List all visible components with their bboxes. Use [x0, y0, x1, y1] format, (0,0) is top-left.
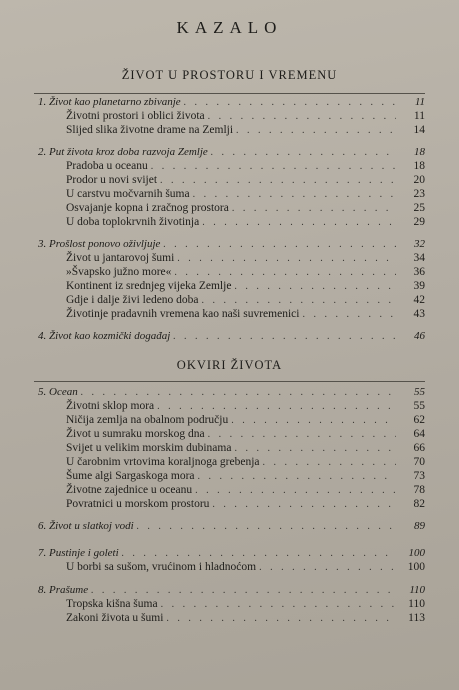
dot-leader — [208, 111, 396, 122]
dot-leader — [302, 309, 396, 320]
dot-leader — [202, 295, 396, 306]
page-number: 70 — [413, 456, 425, 468]
page-number: 20 — [413, 174, 425, 186]
page-number: 36 — [413, 266, 425, 278]
section-row — [38, 146, 425, 160]
dot-leader — [208, 429, 396, 440]
page-number: 14 — [413, 124, 425, 136]
divider-rule — [34, 93, 425, 94]
dot-leader — [166, 613, 396, 624]
entry-row-label: Životne zajednice u oceanu — [66, 484, 193, 496]
dot-leader — [151, 161, 396, 172]
entry-row — [66, 470, 425, 484]
page-number: 55 — [413, 400, 425, 412]
entry-row-label: Gdje i dalje živi ledeno doba — [66, 294, 199, 306]
entry-row-label: Život u jantarovoj šumi — [66, 252, 175, 264]
dot-leader — [160, 175, 396, 186]
page-number: 100 — [407, 561, 425, 573]
entry-row-label: Povratnici u morskom prostoru — [66, 498, 210, 510]
entry-row — [66, 498, 425, 512]
entry-row — [66, 266, 425, 280]
section-row-label: 7. Pustinje i goleti — [38, 547, 119, 559]
section-row — [38, 386, 425, 400]
dot-leader — [81, 387, 396, 398]
dot-leader — [259, 562, 396, 573]
dot-leader — [91, 585, 396, 596]
entry-row-label: Tropska kišna šuma — [66, 598, 158, 610]
entry-row-label: Slijed slika životne drame na Zemlji — [66, 124, 234, 136]
entry-row-label: Svijet u velikim morskim dubinama — [66, 442, 232, 454]
dot-leader — [195, 485, 396, 496]
section-row-label: 3. Prošlost ponovo oživljuje — [38, 238, 161, 250]
page-number: 89 — [414, 520, 425, 532]
page-number: 64 — [413, 428, 425, 440]
dot-leader — [234, 443, 396, 454]
dot-leader — [122, 548, 396, 559]
part-heading: OKVIRI ŽIVOTA — [176, 358, 283, 372]
entry-row — [66, 174, 425, 188]
entry-row — [66, 598, 425, 612]
dot-leader — [211, 147, 396, 158]
entry-row-label: Životni sklop mora — [66, 400, 155, 412]
dot-leader — [173, 331, 396, 342]
page-number: 110 — [409, 584, 425, 596]
dot-leader — [212, 499, 396, 510]
section-row — [38, 238, 425, 252]
section-row — [38, 547, 425, 561]
page-number: 29 — [413, 216, 425, 228]
dot-leader — [198, 471, 397, 482]
page-number: 39 — [413, 280, 425, 292]
page-title: KAZALO — [176, 18, 283, 37]
dot-leader — [193, 189, 396, 200]
entry-row — [66, 110, 425, 124]
page-number: 18 — [413, 160, 425, 172]
entry-row — [66, 280, 425, 294]
dot-leader — [157, 401, 396, 412]
page-number: 43 — [413, 308, 425, 320]
entry-row — [66, 252, 425, 266]
entry-row-label: U čarobnim vrtovima koraljnoga grebenja — [66, 456, 260, 468]
section-row-label: 6. Život u slatkoj vodi — [38, 520, 134, 532]
entry-row-label: Pradoba u oceanu — [66, 160, 148, 172]
section-row-label: 8. Prašume — [38, 584, 89, 596]
page-number: 11 — [413, 110, 425, 122]
section-row — [38, 330, 425, 344]
page-number: 66 — [413, 442, 425, 454]
entry-row-label: Prodor u novi svijet — [66, 174, 158, 186]
entry-row — [66, 484, 425, 498]
page-number: 42 — [413, 294, 425, 306]
dot-leader — [236, 125, 396, 136]
page-number: 82 — [413, 498, 425, 510]
section-row — [38, 584, 425, 598]
divider-rule — [34, 381, 425, 382]
dot-leader — [202, 217, 396, 228]
entry-row — [66, 124, 425, 138]
entry-row — [66, 294, 425, 308]
entry-row-label: U borbi sa sušom, vrućinom i hladnoćom — [66, 561, 257, 573]
page-number: 55 — [414, 386, 425, 398]
entry-row — [66, 216, 425, 230]
page-number: 11 — [414, 96, 425, 108]
dot-leader — [231, 415, 396, 426]
part-heading: ŽIVOT U PROSTORU I VREMENU — [121, 68, 338, 82]
section-row-label: 1. Život kao planetarno zbivanje — [38, 96, 181, 108]
page-number: 25 — [413, 202, 425, 214]
page-number: 18 — [414, 146, 425, 158]
entry-row — [66, 400, 425, 414]
entry-row-label: Zakoni života u šumi — [66, 612, 164, 624]
entry-row-label: Osvajanje kopna i zračnog prostora — [66, 202, 229, 214]
dot-leader — [232, 203, 396, 214]
page-number: 73 — [413, 470, 425, 482]
page-number: 62 — [413, 414, 425, 426]
dot-leader — [137, 521, 396, 532]
page-number: 34 — [413, 252, 425, 264]
entry-row — [66, 188, 425, 202]
page-number: 113 — [408, 612, 425, 624]
section-row — [38, 520, 425, 534]
dot-leader — [263, 457, 396, 468]
entry-row — [66, 308, 425, 322]
entry-row — [66, 442, 425, 456]
entry-row-label: U carstvu močvarnih šuma — [66, 188, 190, 200]
section-row-label: 2. Put života kroz doba razvoja Zemlje — [38, 146, 208, 158]
entry-row-label: Životinje pradavnih vremena kao naši suvremenici — [66, 308, 300, 320]
dot-leader — [234, 281, 396, 292]
dot-leader — [163, 239, 396, 250]
page-number: 110 — [408, 598, 425, 610]
dot-leader — [177, 253, 396, 264]
page-number: 23 — [413, 188, 425, 200]
entry-row-label: Šume algi Sargaskoga mora — [66, 470, 195, 482]
section-row — [38, 96, 425, 110]
entry-row — [66, 414, 425, 428]
entry-row — [66, 612, 425, 626]
entry-row-label: Ničija zemlja na obalnom području — [66, 414, 229, 426]
entry-row-label: »Švapsko južno more« — [66, 266, 172, 278]
entry-row-label: Život u sumraku morskog dna — [66, 428, 205, 440]
entry-row — [66, 428, 425, 442]
entry-row — [66, 561, 425, 575]
dot-leader — [174, 267, 396, 278]
entry-row-label: Kontinent iz srednjeg vijeka Zemlje — [66, 280, 232, 292]
entry-row-label: Životni prostori i oblici života — [66, 110, 205, 122]
page-number: 78 — [413, 484, 425, 496]
page-number: 46 — [414, 330, 425, 342]
dot-leader — [184, 97, 396, 108]
section-row-label: 5. Ocean — [38, 386, 78, 398]
dot-leader — [161, 599, 396, 610]
entry-row — [66, 202, 425, 216]
entry-row — [66, 160, 425, 174]
page-number: 32 — [414, 238, 425, 250]
page-number: 100 — [408, 547, 425, 559]
entry-row-label: U doba toplokrvnih životinja — [66, 216, 200, 228]
entry-row — [66, 456, 425, 470]
section-row-label: 4. Život kao kozmički događaj — [38, 330, 171, 342]
